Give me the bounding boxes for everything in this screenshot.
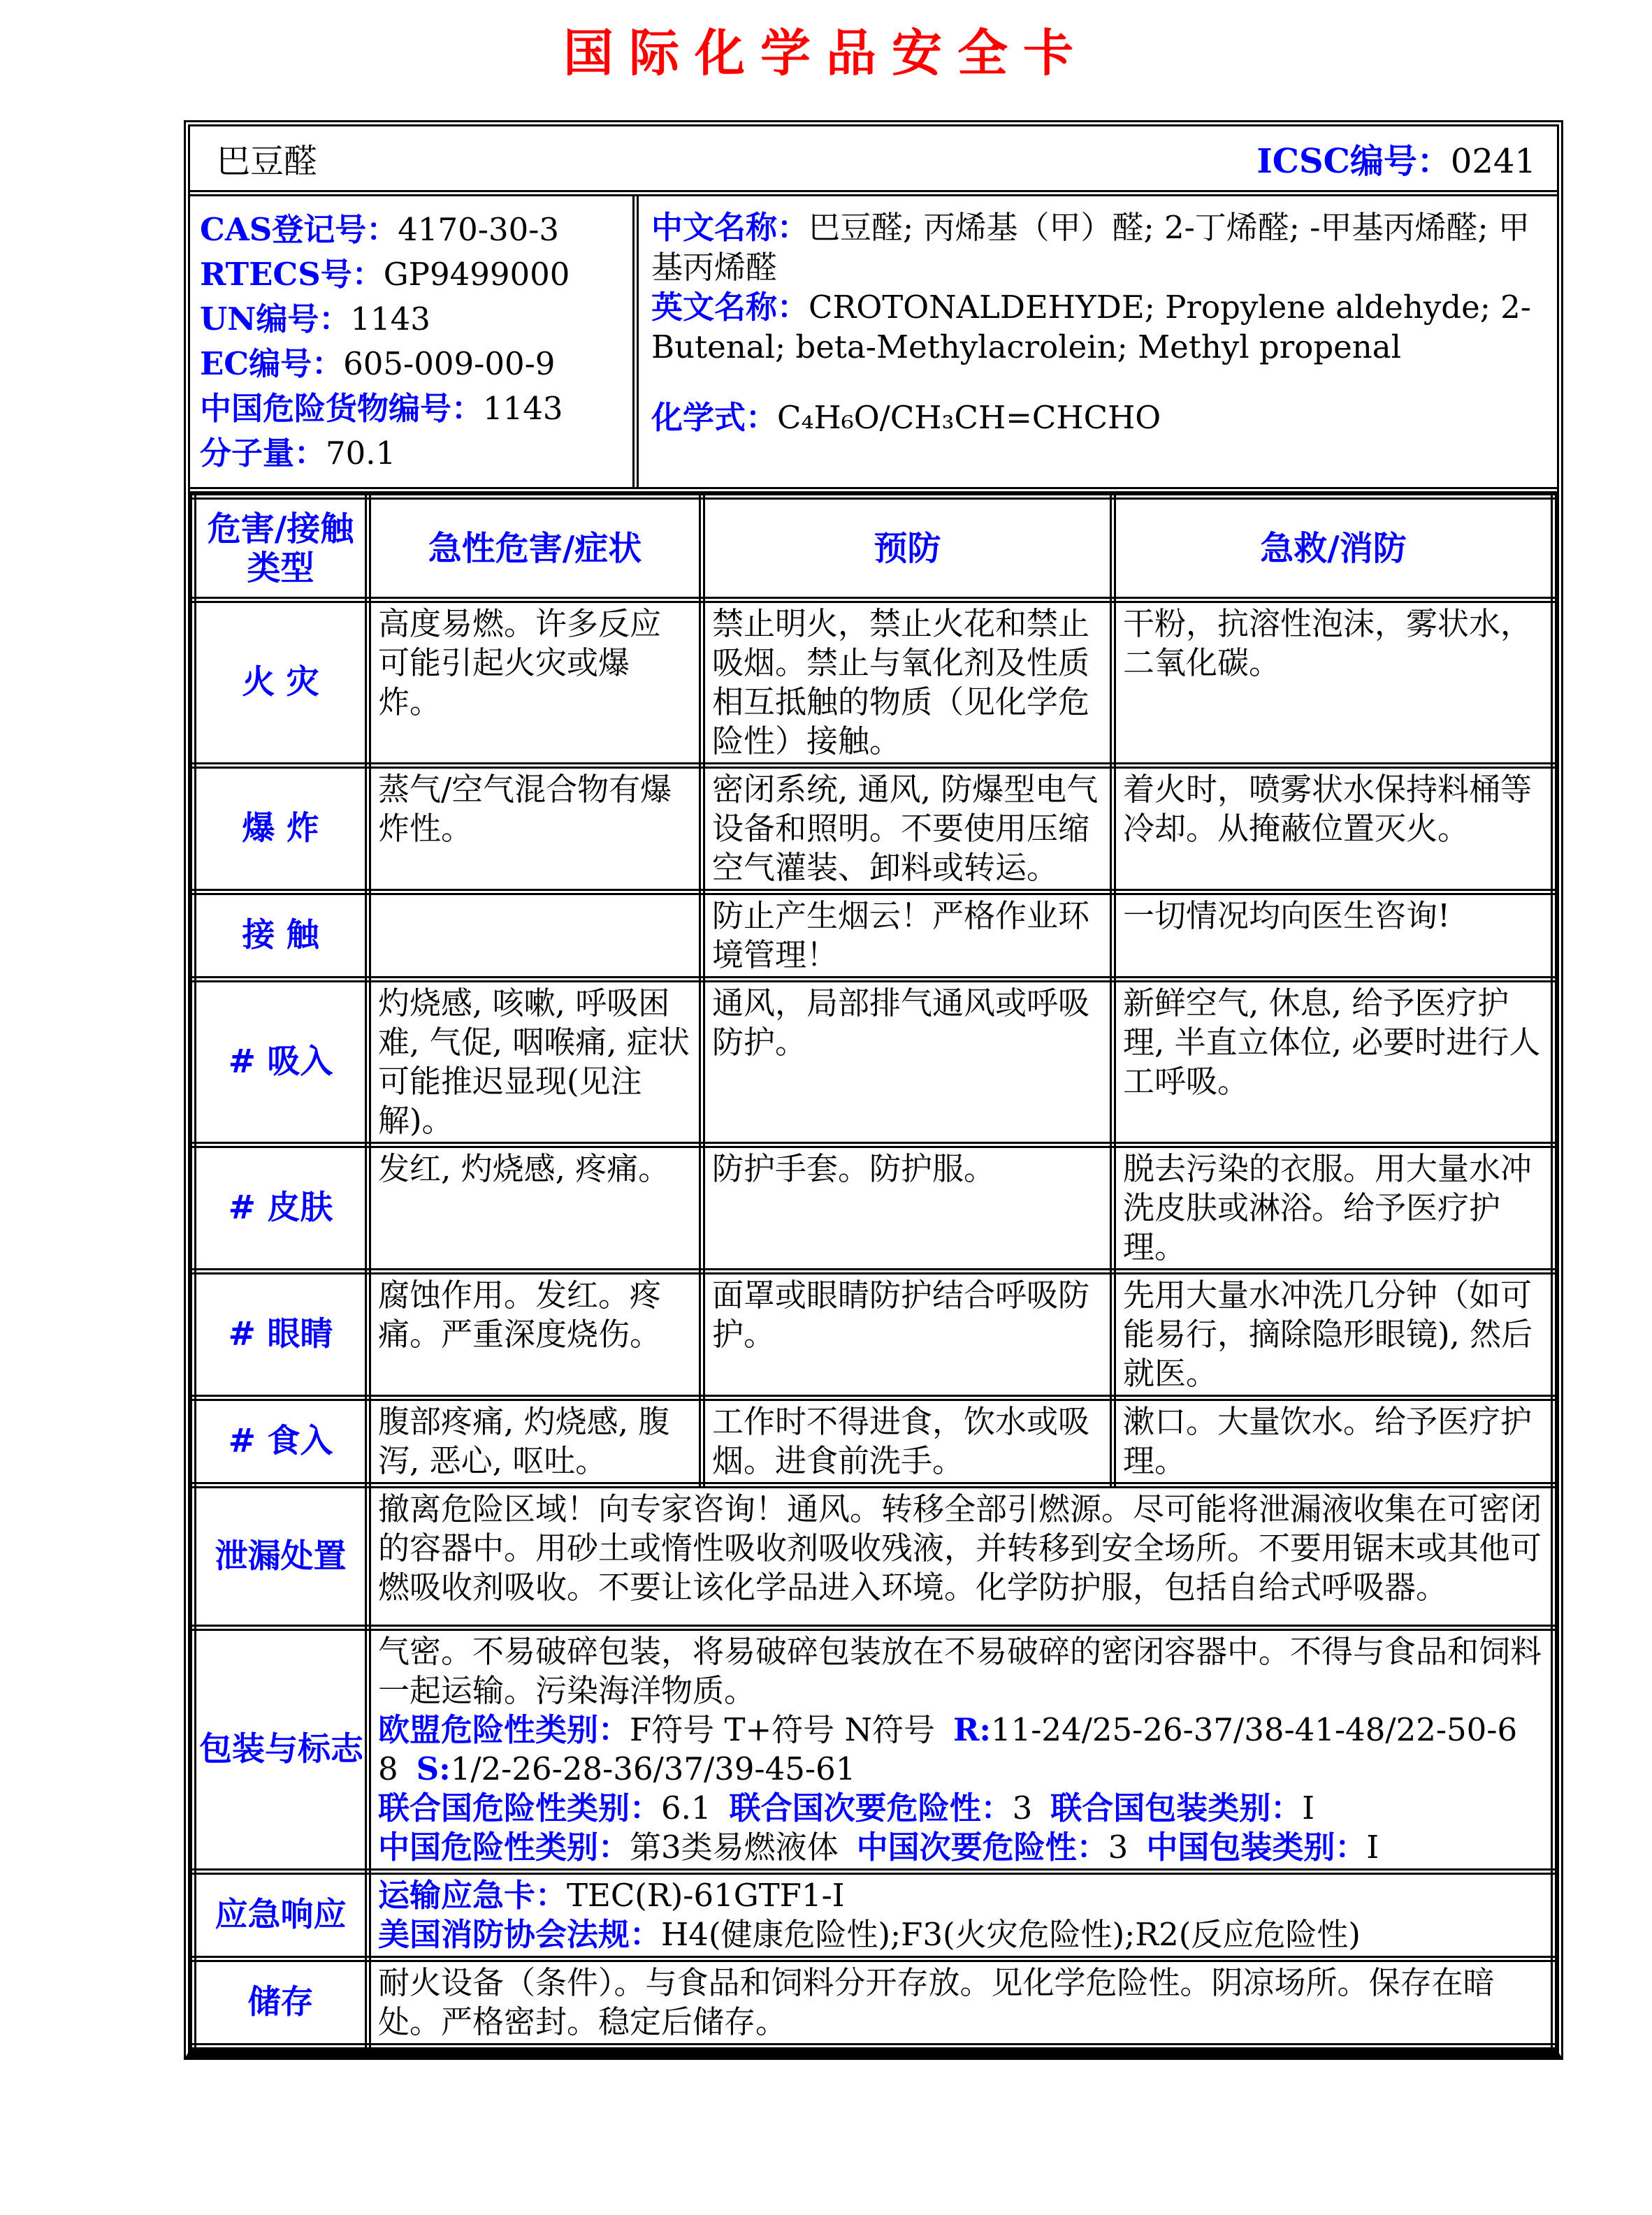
ec-label: EC编号：	[200, 345, 344, 382]
spill-row	[194, 1486, 1554, 1628]
page-title: 国际化学品安全卡	[563, 23, 1089, 82]
rtecs-number-line	[200, 252, 627, 297]
ec-number-line	[200, 342, 627, 386]
hazard-row-fire	[194, 600, 1554, 766]
substance-name: 巴豆醛	[217, 142, 318, 181]
exposure-symptoms	[368, 892, 702, 980]
un-subrisk-value: 3	[1012, 1789, 1033, 1827]
cn-subrisk-value: 3	[1108, 1829, 1129, 1866]
emergency-content	[368, 1872, 1554, 1959]
col-header-symptoms: 急性危害/症状	[368, 497, 702, 600]
rtecs-value: GP9499000	[383, 256, 570, 293]
spill-text: 撤离危险区域！向专家咨询！通风。转移全部引燃源。尽可能将泄漏液收集在可密闭的容器中。用砂土或惰性吸收剂吸收残液，并转移到安全场所。不要用锯末或其他可燃吸收剂吸收。不要让该化学品进入环境。化学防护服，包括自给式呼吸器。	[368, 1486, 1554, 1628]
molecular-weight-line	[200, 431, 627, 476]
identifier-list	[190, 196, 639, 487]
en-names-label: 英文名称：	[651, 289, 809, 326]
cas-label: CAS登记号：	[200, 211, 398, 248]
row-label-fire: 火 灾	[194, 600, 368, 766]
tec-line	[378, 1876, 1544, 1915]
col-header-hazard-type: 危害/接触类型	[194, 497, 368, 600]
inhalation-prevention: 通风，局部排气通风或呼吸防护。	[702, 980, 1113, 1145]
icsc-number: 0241	[1450, 142, 1536, 181]
skin-response: 脱去污染的衣服。用大量水冲洗皮肤或淋浴。给予医疗护理。	[1113, 1145, 1554, 1272]
emergency-row	[194, 1872, 1554, 1959]
ingestion-response: 漱口。大量饮水。给予医疗护理。	[1113, 1398, 1554, 1486]
cn-packgroup-value: I	[1366, 1829, 1379, 1866]
exposure-response: 一切情况均向医生咨询!	[1113, 892, 1554, 980]
row-label-exposure: 接 触	[194, 892, 368, 980]
col-header-firstaid: 急救/消防	[1113, 497, 1554, 600]
storage-text: 耐火设备（条件）。与食品和饲料分开存放。见化学危险性。阴凉场所。保存在暗处。严格密封。稳定后储存。	[368, 1959, 1554, 2047]
col-header-prevention: 预防	[702, 497, 1113, 600]
inhalation-response: 新鲜空气, 休息, 给予医疗护理, 半直立体位, 必要时进行人工呼吸。	[1113, 980, 1554, 1145]
english-names-line	[651, 287, 1542, 367]
row-label-emergency: 应急响应	[194, 1872, 368, 1959]
china-dg-label: 中国危险货物编号：	[200, 390, 484, 427]
row-label-eyes: # 眼睛	[194, 1272, 368, 1398]
un-subrisk-label: 联合国次要危险性：	[729, 1789, 1013, 1827]
eyes-prevention: 面罩或眼睛防护结合呼吸防护。	[702, 1272, 1113, 1398]
eyes-response: 先用大量水冲洗几分钟（如可能易行，摘除隐形眼镜), 然后就医。	[1113, 1272, 1554, 1398]
s-phrases-label: S:	[416, 1750, 451, 1787]
un-classification-line	[378, 1789, 1544, 1828]
mw-value: 70.1	[326, 435, 396, 472]
exposure-prevention: 防止产生烟云！严格作业环境管理！	[702, 892, 1113, 980]
cas-number-line	[200, 208, 627, 252]
identification-section	[190, 196, 1557, 493]
names-block	[639, 196, 1557, 487]
hazard-row-ingestion	[194, 1398, 1554, 1486]
hazard-row-skin	[194, 1145, 1554, 1272]
eu-class-label: 欧盟危险性类别：	[378, 1711, 630, 1748]
inhalation-symptoms: 灼烧感, 咳嗽, 呼吸困难, 气促, 咽喉痛, 症状可能推迟显现(见注解)。	[368, 980, 702, 1145]
r-phrases-label: R:	[952, 1711, 991, 1748]
nfpa-label: 美国消防协会法规：	[378, 1916, 662, 1953]
row-label-explosion: 爆 炸	[194, 766, 368, 892]
s-phrases-value: 1/2-26-28-36/37/39-45-61	[450, 1750, 856, 1787]
row-label-storage: 储存	[194, 1959, 368, 2047]
row-label-packaging: 包装与标志	[194, 1628, 368, 1872]
un-packgroup-value: I	[1302, 1789, 1315, 1827]
packaging-intro: 气密。不易破碎包装，将易破碎包装放在不易破碎的密闭容器中。不得与食品和饲料一起运输。污染海洋物质。	[378, 1633, 1542, 1709]
eu-symbols: F符号 T+符号 N符号	[630, 1711, 935, 1748]
hazards-header-row	[194, 497, 1554, 600]
nfpa-value: H4(健康危险性);F3(火灾危险性);R2(反应危险性)	[661, 1916, 1361, 1953]
fire-response: 干粉，抗溶性泡沫，雾状水，二氧化碳。	[1113, 600, 1554, 766]
chinese-names-line	[651, 208, 1542, 287]
row-label-inhalation: # 吸入	[194, 980, 368, 1145]
fire-prevention: 禁止明火，禁止火花和禁止吸烟。禁止与氧化剂及性质相互抵触的物质（见化学危险性）接触。	[702, 600, 1113, 766]
explosion-prevention: 密闭系统, 通风, 防爆型电气设备和照明。不要使用压缩空气灌装、卸料或转运。	[702, 766, 1113, 892]
en-names-value: CROTONALDEHYDE; Propylene aldehyde; 2-Butenal; beta-Methylacrolein; Methyl propenal	[651, 289, 1532, 365]
ingestion-prevention: 工作时不得进食，饮水或吸烟。进食前洗手。	[702, 1398, 1113, 1486]
un-packgroup-label: 联合国包装类别：	[1050, 1789, 1303, 1827]
ec-value: 605-009-00-9	[343, 345, 556, 382]
rtecs-label: RTECS号：	[200, 256, 384, 293]
hazard-row-exposure	[194, 892, 1554, 980]
eyes-symptoms: 腐蚀作用。发红。疼痛。严重深度烧伤。	[368, 1272, 702, 1398]
cn-classification-line	[378, 1828, 1544, 1867]
card-header-row	[190, 126, 1557, 196]
cn-packgroup-label: 中国包装类别：	[1146, 1829, 1367, 1866]
fire-symptoms: 高度易燃。许多反应可能引起火灾或爆炸。	[368, 600, 702, 766]
cn-class-value: 第3类易燃液体	[630, 1829, 839, 1866]
safety-card	[184, 120, 1563, 2060]
packaging-content	[368, 1628, 1554, 1872]
cas-value: 4170-30-3	[398, 211, 560, 248]
storage-row	[194, 1959, 1554, 2047]
un-class-value: 6.1	[661, 1789, 711, 1827]
eu-classification-line	[378, 1711, 1544, 1789]
hazard-row-explosion	[194, 766, 1554, 892]
row-label-skin: # 皮肤	[194, 1145, 368, 1272]
tec-value: TEC(R)-61GTF1-I	[567, 1877, 845, 1914]
cn-class-label: 中国危险性类别：	[378, 1829, 630, 1866]
ingestion-symptoms: 腹部疼痛, 灼烧感, 腹泻, 恶心, 呕吐。	[368, 1398, 702, 1486]
skin-symptoms: 发红, 灼烧感, 疼痛。	[368, 1145, 702, 1272]
hazards-table	[190, 493, 1557, 2049]
zh-names-value: 巴豆醛; 丙烯基（甲）醛; 2-丁烯醛; -甲基丙烯醛; 甲基丙烯醛	[651, 209, 1530, 286]
mw-label: 分子量：	[200, 435, 326, 472]
packaging-row	[194, 1628, 1554, 1872]
r-phrases-value: 11-24/25-26-37/38-41-48/22-50-68	[378, 1711, 1518, 1787]
formula-label: 化学式：	[651, 399, 778, 436]
un-label: UN编号：	[200, 300, 351, 337]
hazard-row-inhalation	[194, 980, 1554, 1145]
icsc-label: ICSC编号：	[1256, 142, 1451, 181]
un-number-line	[200, 297, 627, 342]
un-value: 1143	[350, 300, 430, 337]
zh-names-label: 中文名称：	[651, 209, 809, 246]
skin-prevention: 防护手套。防护服。	[702, 1145, 1113, 1272]
explosion-symptoms: 蒸气/空气混合物有爆炸性。	[368, 766, 702, 892]
row-label-ingestion: # 食入	[194, 1398, 368, 1486]
china-dg-number-line	[200, 386, 627, 431]
china-dg-value: 1143	[483, 390, 563, 427]
tec-label: 运输应急卡：	[378, 1877, 567, 1914]
nfpa-line	[378, 1915, 1544, 1954]
explosion-response: 着火时，喷雾状水保持料桶等冷却。从掩蔽位置灭火。	[1113, 766, 1554, 892]
un-class-label: 联合国危险性类别：	[378, 1789, 662, 1827]
hazard-row-eyes	[194, 1272, 1554, 1398]
row-label-spill: 泄漏处置	[194, 1486, 368, 1628]
icsc-number-group	[1256, 134, 1536, 182]
formula-value: C₄H₆O/CH₃CH=CHCHO	[777, 399, 1161, 436]
formula-line	[651, 398, 1542, 437]
cn-subrisk-label: 中国次要危险性：	[856, 1829, 1108, 1866]
